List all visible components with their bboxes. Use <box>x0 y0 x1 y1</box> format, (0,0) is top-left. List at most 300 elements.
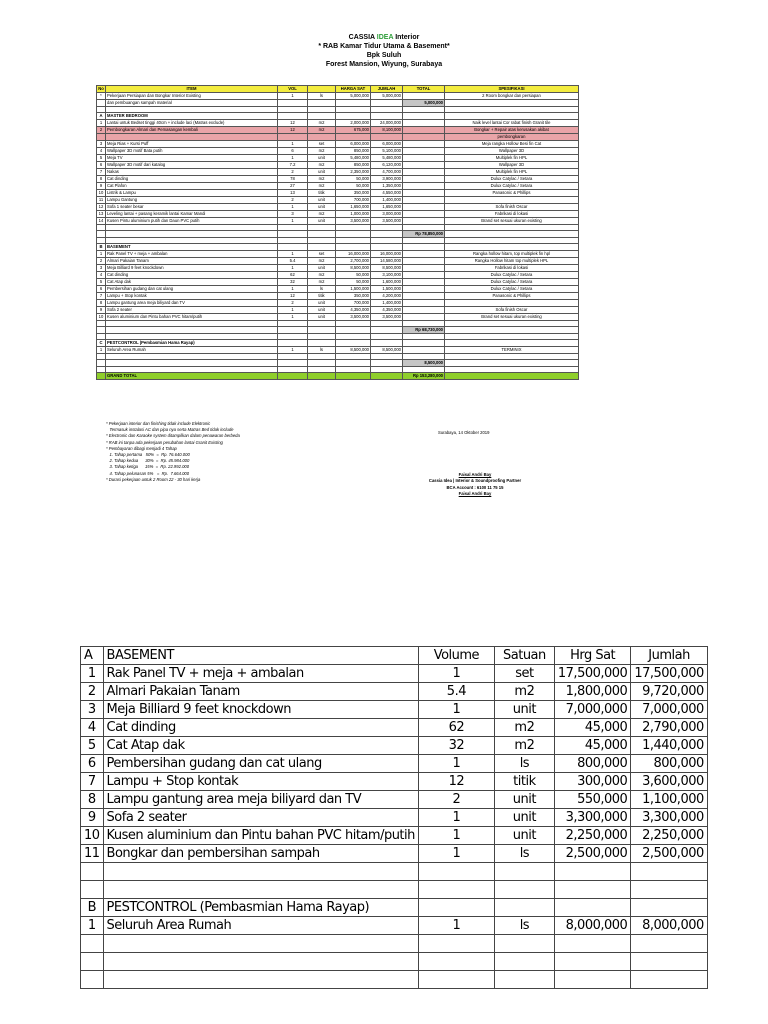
item-volume: 1 <box>278 141 308 148</box>
section-total-row <box>97 327 579 334</box>
item-spec: Multiplek fin HPL <box>445 155 579 162</box>
blank-cell <box>554 953 630 971</box>
item-unit-price: 6,000,000 <box>336 141 371 148</box>
item-unit-price: 2,250,000 <box>554 827 630 845</box>
item-name: Meja Billiard 9 feet knockdown <box>106 265 278 272</box>
blank-cell <box>403 113 445 120</box>
item-no: 11 <box>97 197 106 204</box>
item-no: 10 <box>81 827 104 845</box>
table-row <box>97 300 579 307</box>
blank-cell <box>278 244 308 251</box>
item-total <box>403 265 445 272</box>
item-unit-price: 675,000 <box>336 127 371 134</box>
table-row <box>97 314 579 321</box>
blank-cell <box>631 899 707 917</box>
item-name: Kusen aluminium dan Pintu bahan PVC hitam/putih <box>103 827 418 845</box>
item-amount: 5,000,000 <box>371 93 403 100</box>
blank-cell <box>97 327 106 334</box>
item-amount: 1,100,000 <box>631 791 707 809</box>
item-total <box>403 293 445 300</box>
item-total <box>403 197 445 204</box>
item-unit: unit <box>494 809 554 827</box>
column-header: HARGA SAT <box>336 86 371 93</box>
item-unit: unit <box>308 218 336 225</box>
section-row <box>97 244 579 251</box>
item-no: 1 <box>81 917 104 935</box>
item-spec: Rangka hollow hitam, top multiplek fin hpl <box>445 251 579 258</box>
item-name: Sofa 2 seater <box>103 809 418 827</box>
item-unit-price: 1,800,000 <box>554 683 630 701</box>
blank-cell <box>308 113 336 120</box>
item-name: Rak Panel TV + meja + ambalan <box>103 665 418 683</box>
table-row <box>97 183 579 190</box>
blank-cell <box>403 340 445 347</box>
item-unit-price: 2,350,000 <box>336 169 371 176</box>
item-no: 4 <box>97 148 106 155</box>
table-header-row <box>97 86 579 93</box>
table-row <box>97 141 579 148</box>
item-no: 4 <box>97 272 106 279</box>
blank-cell <box>81 863 104 881</box>
item-name: Meja Billiard 9 feet knockdown <box>103 701 418 719</box>
section-total: Rp 78,850,000 <box>403 231 445 238</box>
item-unit: unit <box>308 300 336 307</box>
item-unit: ls <box>494 917 554 935</box>
item-unit: m2 <box>308 176 336 183</box>
item-volume: 1 <box>278 204 308 211</box>
item-unit-price: 350,000 <box>336 293 371 300</box>
blank-cell <box>336 244 371 251</box>
blank-cell <box>308 327 336 334</box>
item-total <box>403 155 445 162</box>
item-total <box>403 183 445 190</box>
item-unit-price: 50,000 <box>336 183 371 190</box>
table-row <box>97 162 579 169</box>
item-unit-price: 1,000,000 <box>336 211 371 218</box>
item-no: 13 <box>97 211 106 218</box>
item-unit: m2 <box>494 683 554 701</box>
item-unit-price: 4,350,000 <box>336 307 371 314</box>
item-unit: unit <box>308 204 336 211</box>
blank-cell <box>106 327 278 334</box>
item-volume: 62 <box>418 719 494 737</box>
item-volume: 2 <box>278 197 308 204</box>
item-amount: 5,100,000 <box>371 148 403 155</box>
blank-cell <box>418 881 494 899</box>
item-volume: 2 <box>418 791 494 809</box>
blank-cell <box>336 327 371 334</box>
section-total-row <box>97 231 579 238</box>
blank-cell <box>336 340 371 347</box>
blank-row <box>81 863 708 881</box>
item-spec: Wallpaper 3D <box>445 148 579 155</box>
table-row <box>97 127 579 134</box>
blank-cell <box>403 244 445 251</box>
item-unit-price: 5,000,000 <box>336 93 371 100</box>
blank-cell <box>308 360 336 367</box>
blank-cell <box>278 113 308 120</box>
item-no: 14 <box>97 218 106 225</box>
note-line: 3. Tahap ketiga 15% = Rp. 22.992.000 <box>106 464 190 470</box>
item-unit-price: 3,300,000 <box>554 809 630 827</box>
item-unit: m2 <box>494 737 554 755</box>
item-total <box>403 176 445 183</box>
item-amount: 2,250,000 <box>631 827 707 845</box>
item-volume: 1 <box>278 251 308 258</box>
item-volume: 1 <box>418 845 494 863</box>
item-name: Lampu Gantung <box>106 197 278 204</box>
budget-table <box>96 85 579 380</box>
item-spec: Fabrikasi di lokasi <box>445 211 579 218</box>
section-total: 8,500,000 <box>403 360 445 367</box>
item-unit: m2 <box>308 272 336 279</box>
item-unit: unit <box>308 314 336 321</box>
table-header-row <box>81 647 708 665</box>
item-total <box>403 134 445 141</box>
item-unit: titik <box>308 190 336 197</box>
item-unit: ls <box>494 755 554 773</box>
item-no: 11 <box>81 845 104 863</box>
signer-name-2: Faisal Andri Bay <box>458 491 492 497</box>
blank-cell <box>371 113 403 120</box>
section-title: PESTCONTROL (Pembasmian Hama Rayap) <box>103 899 418 917</box>
blank-cell <box>81 971 104 989</box>
table-row <box>97 176 579 183</box>
item-no: 10 <box>97 314 106 321</box>
item-volume: 2 <box>278 300 308 307</box>
table-row <box>97 251 579 258</box>
item-amount: 7,000,000 <box>631 701 707 719</box>
item-amount: 1,350,000 <box>371 183 403 190</box>
blank-cell <box>308 340 336 347</box>
item-unit: set <box>308 141 336 148</box>
item-unit: titik <box>308 293 336 300</box>
blank-cell <box>445 113 579 120</box>
note-line: Termasuk instalasi AC dan pipa nya serta Matras Bed tidak include <box>106 427 234 433</box>
item-name: Lampu + Stop kontak <box>106 293 278 300</box>
item-volume: 1 <box>418 755 494 773</box>
item-no: 2 <box>81 683 104 701</box>
section-letter: A <box>97 113 106 120</box>
item-no: 1 <box>97 347 106 354</box>
blank-cell <box>445 360 579 367</box>
item-volume: 12 <box>278 293 308 300</box>
column-header: Jumlah <box>631 647 707 665</box>
blank-cell <box>97 360 106 367</box>
item-spec: Panasonic & Phillips <box>445 190 579 197</box>
section-letter: C <box>97 340 106 347</box>
item-name: Listrik & Lampu <box>106 190 278 197</box>
item-unit: m2 <box>308 120 336 127</box>
item-volume: 1 <box>418 827 494 845</box>
blank-cell <box>103 953 418 971</box>
blank-cell <box>308 231 336 238</box>
item-volume: 1 <box>278 286 308 293</box>
item-unit: m2 <box>308 162 336 169</box>
blank-row <box>81 881 708 899</box>
blank-cell <box>103 881 418 899</box>
item-spec: Brand set sesuai ukuran existing <box>445 314 579 321</box>
item-unit: m2 <box>308 211 336 218</box>
item-total <box>403 120 445 127</box>
item-name: Lampu gantung area meja biliyard dan TV <box>106 300 278 307</box>
table-row <box>97 134 579 141</box>
item-amount: 8,500,000 <box>371 347 403 354</box>
item-total <box>403 272 445 279</box>
table-row <box>97 93 579 100</box>
item-volume: 6 <box>278 148 308 155</box>
item-no: 6 <box>97 286 106 293</box>
item-amount: 5,480,000 <box>371 155 403 162</box>
blank-cell <box>554 971 630 989</box>
item-total <box>403 279 445 286</box>
item-unit-price: 700,000 <box>336 300 371 307</box>
note-line: * Pembayaran dibagi menjadi 4 Tahap <box>106 445 177 451</box>
blank-cell <box>445 244 579 251</box>
column-header: No <box>98 86 104 91</box>
item-no: 5 <box>97 279 106 286</box>
blank-cell <box>371 327 403 334</box>
column-header: SPESIFIKASI <box>445 86 579 93</box>
item-spec: Panasonic & Phillips <box>445 293 579 300</box>
item-spec: Sofa finish Oscar <box>445 204 579 211</box>
item-no: 6 <box>97 162 106 169</box>
item-spec: pembongkaran <box>445 134 579 141</box>
item-name: Almari Pakaian Tanam <box>106 258 278 265</box>
blank-row <box>81 935 708 953</box>
note-line: * RAB ini tanpa ada pekerjaan perubahan lantai Granit Existing <box>106 439 223 445</box>
item-no: * <box>97 93 106 100</box>
brand-line <box>0 33 768 42</box>
item-name: Cat Atap dak <box>103 737 418 755</box>
item-name: Pembongkaran Almari dan Pemasangan kembali <box>106 127 278 134</box>
item-name <box>106 134 278 141</box>
blank-row <box>81 971 708 989</box>
column-header: Hrg Sat <box>554 647 630 665</box>
item-name: Meja Rias + Kursi Puff <box>106 141 278 148</box>
item-spec: Naik level lantai Cor rabat finish Granit tile <box>445 120 579 127</box>
item-amount: 9,720,000 <box>631 683 707 701</box>
item-volume: 1 <box>278 218 308 225</box>
item-volume: 1 <box>418 917 494 935</box>
brand-cassia: CASSIA <box>348 34 377 41</box>
notes <box>106 421 240 483</box>
item-name: Meja TV <box>106 155 278 162</box>
item-unit-price: 3,500,000 <box>336 314 371 321</box>
blank-cell <box>103 935 418 953</box>
item-unit: ls <box>308 347 336 354</box>
item-spec: Multiplek fin HPL <box>445 169 579 176</box>
item-unit: set <box>494 665 554 683</box>
table-row <box>81 755 708 773</box>
blank-cell <box>81 953 104 971</box>
blank-cell <box>371 231 403 238</box>
item-amount: 2,500,000 <box>631 845 707 863</box>
project-location: Forest Mansion, Wiyung, Surabaya <box>325 61 443 68</box>
section-title: PESTCONTROL (Pembasmian Hama Rayap) <box>106 340 278 347</box>
section-row <box>81 899 708 917</box>
blank-cell <box>371 340 403 347</box>
item-volume: 12 <box>418 773 494 791</box>
section-title: BASEMENT <box>106 244 278 251</box>
item-name: Almari Pakaian Tanam <box>103 683 418 701</box>
item-unit: m2 <box>308 183 336 190</box>
item-no: 9 <box>81 809 104 827</box>
blank-cell <box>97 231 106 238</box>
blank-cell <box>371 244 403 251</box>
blank-cell <box>494 863 554 881</box>
client-name: Bpk Suluh <box>366 52 402 59</box>
item-unit-price: 2,000,000 <box>336 120 371 127</box>
item-unit: m2 <box>308 258 336 265</box>
table-row <box>81 917 708 935</box>
item-spec: Dulux Catylac / Setara <box>445 176 579 183</box>
blank-cell <box>631 953 707 971</box>
blank-cell <box>494 881 554 899</box>
item-volume: 62 <box>278 272 308 279</box>
blank-cell <box>336 113 371 120</box>
item-unit: unit <box>308 197 336 204</box>
item-spec: Dulux Catylac / Setara <box>445 183 579 190</box>
column-header: Satuan <box>494 647 554 665</box>
item-volume: 5.4 <box>418 683 494 701</box>
item-no: 7 <box>97 169 106 176</box>
item-total <box>403 127 445 134</box>
item-volume: 5.4 <box>278 258 308 265</box>
item-name: Cat Plafon <box>106 183 278 190</box>
item-amount: 8,500,000 <box>371 265 403 272</box>
item-unit-price: 700,000 <box>336 197 371 204</box>
column-header: ITEM <box>106 86 278 93</box>
item-unit: m2 <box>494 719 554 737</box>
item-amount: 4,700,000 <box>371 169 403 176</box>
item-no: 7 <box>97 293 106 300</box>
note-line: * Pekerjaan interior dan finishing tidak include Elektronic <box>106 421 211 426</box>
blank-cell <box>631 935 707 953</box>
item-amount <box>371 134 403 141</box>
item-volume: 12 <box>278 120 308 127</box>
document-title: * RAB Kamar Tidur Utama & Basement* <box>318 43 450 50</box>
blank-cell <box>418 899 494 917</box>
item-name: Bongkar dan pembersihan sampah <box>103 845 418 863</box>
table-row <box>97 258 579 265</box>
table-row <box>81 845 708 863</box>
blank-cell <box>81 881 104 899</box>
column-header: JUMLAH <box>371 86 403 93</box>
blank-cell <box>278 231 308 238</box>
item-spec <box>445 197 579 204</box>
blank-cell <box>418 971 494 989</box>
item-spec: Bongkar + Repair atas kerusakan akibat <box>445 127 579 134</box>
blank-cell <box>336 231 371 238</box>
item-total <box>403 258 445 265</box>
item-name: Wallpaper 3D motif dari katalog <box>106 162 278 169</box>
blank-cell <box>103 863 418 881</box>
item-unit-price: 850,000 <box>336 162 371 169</box>
item-volume: 1 <box>418 701 494 719</box>
brand-idea: IDEA <box>376 34 394 41</box>
item-amount: 14,580,000 <box>371 258 403 265</box>
item-unit <box>308 134 336 141</box>
item-unit-price: 2,500,000 <box>554 845 630 863</box>
item-amount: 8,000,000 <box>631 917 707 935</box>
item-total <box>403 314 445 321</box>
blank-cell <box>494 899 554 917</box>
item-total <box>403 93 445 100</box>
item-volume: 13 <box>278 190 308 197</box>
item-unit: ls <box>308 93 336 100</box>
item-unit-price: 550,000 <box>554 791 630 809</box>
item-amount: 1,400,000 <box>371 197 403 204</box>
item-name: Nakas <box>106 169 278 176</box>
section-row <box>97 340 579 347</box>
blank-cell <box>336 360 371 367</box>
item-unit-price <box>336 134 371 141</box>
item-unit: m2 <box>308 127 336 134</box>
item-total <box>403 211 445 218</box>
blank-cell <box>554 863 630 881</box>
item-name: Rak Panel TV + meja + ambalan <box>106 251 278 258</box>
table-row <box>97 211 579 218</box>
table-row <box>97 197 579 204</box>
blank-cell <box>81 935 104 953</box>
item-name: Seluruh Area Rumah <box>103 917 418 935</box>
item-spec: Meja rangka Hollow Besi fin Cat <box>445 141 579 148</box>
item-name: Lantai untuk Bedset tinggi 40cm + include laci (Matras exclude) <box>106 120 278 127</box>
item-spec: Brand set sesuai ukuran existing <box>445 218 579 225</box>
document-date: Surabaya, 14 Oktober 2019 <box>438 430 490 435</box>
blank-cell <box>106 360 278 367</box>
item-amount: 1,600,000 <box>371 279 403 286</box>
blank-cell <box>371 373 403 380</box>
item-spec: Dulux Catylac / Setara <box>445 286 579 293</box>
item-volume: 1 <box>278 307 308 314</box>
document-header <box>0 33 768 69</box>
item-amount: 1,440,000 <box>631 737 707 755</box>
item-unit: titik <box>494 773 554 791</box>
item-spec <box>445 100 579 107</box>
item-no: 5 <box>81 737 104 755</box>
blank-cell <box>278 340 308 347</box>
item-unit: unit <box>308 155 336 162</box>
item-total <box>403 251 445 258</box>
item-no: 9 <box>97 307 106 314</box>
blank-cell <box>494 935 554 953</box>
item-volume: 12 <box>278 127 308 134</box>
item-unit <box>308 100 336 107</box>
item-name: Wallpaper 3D motif Bata putih <box>106 148 278 155</box>
table-row <box>81 737 708 755</box>
item-unit-price: 800,000 <box>554 755 630 773</box>
brand-interior: Interior <box>393 34 420 41</box>
item-total <box>403 169 445 176</box>
item-no <box>97 134 106 141</box>
item-spec: TERMINIX <box>445 347 579 354</box>
item-total <box>403 190 445 197</box>
item-spec: 2 Room bongkar dan persiapan <box>445 93 579 100</box>
grand-total-value: Rp 153,280,000 <box>403 373 445 380</box>
item-name: Cat Atap dak <box>106 279 278 286</box>
item-unit: m2 <box>308 148 336 155</box>
item-volume: 7.2 <box>278 162 308 169</box>
signer-name: Faisal Andri Bay <box>458 472 492 477</box>
table-row <box>97 218 579 225</box>
item-amount: 8,100,000 <box>371 127 403 134</box>
item-unit-price: 16,000,000 <box>336 251 371 258</box>
grand-total-label: GRAND TOTAL <box>106 373 278 380</box>
item-total <box>403 347 445 354</box>
item-amount: 1,500,000 <box>371 286 403 293</box>
